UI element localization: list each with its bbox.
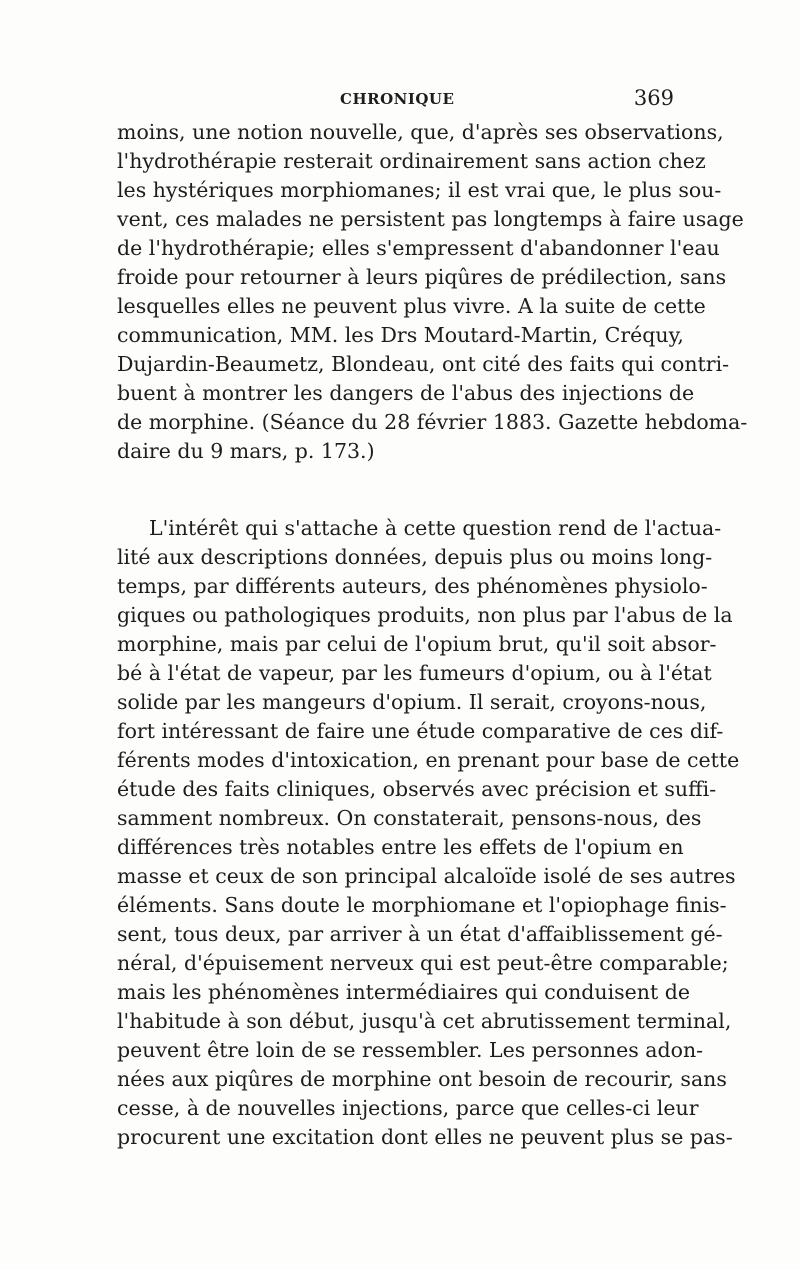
text-line: bé à l'état de vapeur, par les fumeurs d'opium, ou à l'état (117, 661, 712, 685)
text-line: nées aux piqûres de morphine ont besoin de recourir, sans (117, 1067, 727, 1091)
text-line: lité aux descriptions données, depuis plus ou moins long- (117, 545, 713, 569)
text-line: éléments. Sans doute le morphiomane et l'opiophage finis- (117, 893, 727, 917)
paragraph-1 (117, 118, 748, 466)
page-number: 369 (633, 86, 674, 110)
text-line: buent à montrer les dangers de l'abus des injections de (117, 381, 695, 405)
paragraph-2 (117, 514, 740, 1152)
text-line: L'intérêt qui s'attache à cette question rend de l'actua- (149, 516, 722, 540)
text-line: sent, tous deux, par arriver à un état d'affaiblissement gé- (117, 922, 723, 946)
text-line: l'hydrothérapie resterait ordinairement sans action chez (117, 149, 706, 173)
text-line: de morphine. (Séance du 28 février 1883. Gazette hebdoma- (117, 410, 748, 434)
text-line: différences très notables entre les effets de l'opium en (117, 835, 684, 859)
page-header (118, 86, 678, 116)
text-line: étude des faits cliniques, observés avec précision et suffi- (117, 777, 717, 801)
text-line: les hystériques morphiomanes; il est vrai que, le plus sou- (117, 178, 722, 202)
text-line: morphine, mais par celui de l'opium brut, qu'il soit absor- (117, 632, 717, 656)
text-line: lesquelles elles ne peuvent plus vivre. A la suite de cette (117, 294, 706, 318)
text-line: moins, une notion nouvelle, que, d'après ses observations, (117, 120, 724, 144)
text-line: masse et ceux de son principal alcaloïde isolé de ses autres (117, 864, 736, 888)
text-line: froide pour retourner à leurs piqûres de prédilection, sans (117, 265, 727, 289)
text-line: Dujardin-Beaumetz, Blondeau, ont cité des faits qui contri- (117, 352, 730, 376)
body-text (117, 118, 748, 1152)
paragraph-gap (117, 466, 677, 514)
text-line: de l'hydrothérapie; elles s'empressent d'abandonner l'eau (117, 236, 720, 260)
text-line: férents modes d'intoxication, en prenant pour base de cette (117, 748, 740, 772)
text-line: solide par les mangeurs d'opium. Il serait, croyons-nous, (117, 690, 707, 714)
text-line: samment nombreux. On constaterait, pensons-nous, des (117, 806, 702, 830)
text-line: daire du 9 mars, p. 173.) (117, 439, 375, 463)
running-title: CHRONIQUE (340, 90, 455, 108)
text-line: vent, ces malades ne persistent pas longtemps à faire usage (117, 207, 744, 231)
text-line: procurent une excitation dont elles ne peuvent plus se pas- (117, 1125, 733, 1149)
text-line: peuvent être loin de se ressembler. Les personnes adon- (117, 1038, 704, 1062)
text-line: cesse, à de nouvelles injections, parce que celles-ci leur (117, 1096, 699, 1120)
text-line: communication, MM. les Drs Moutard-Martin, Créquy, (117, 323, 684, 347)
text-line: l'habitude à son début, jusqu'à cet abrutissement terminal, (117, 1009, 732, 1033)
text-line: giques ou pathologiques produits, non plus par l'abus de la (117, 603, 733, 627)
text-line: mais les phénomènes intermédiaires qui conduisent de (117, 980, 691, 1004)
text-line: fort intéressant de faire une étude comparative de ces dif- (117, 719, 724, 743)
text-line: néral, d'épuisement nerveux qui est peut-être comparable; (117, 951, 729, 975)
text-line: temps, par différents auteurs, des phénomènes physiolo- (117, 574, 708, 598)
